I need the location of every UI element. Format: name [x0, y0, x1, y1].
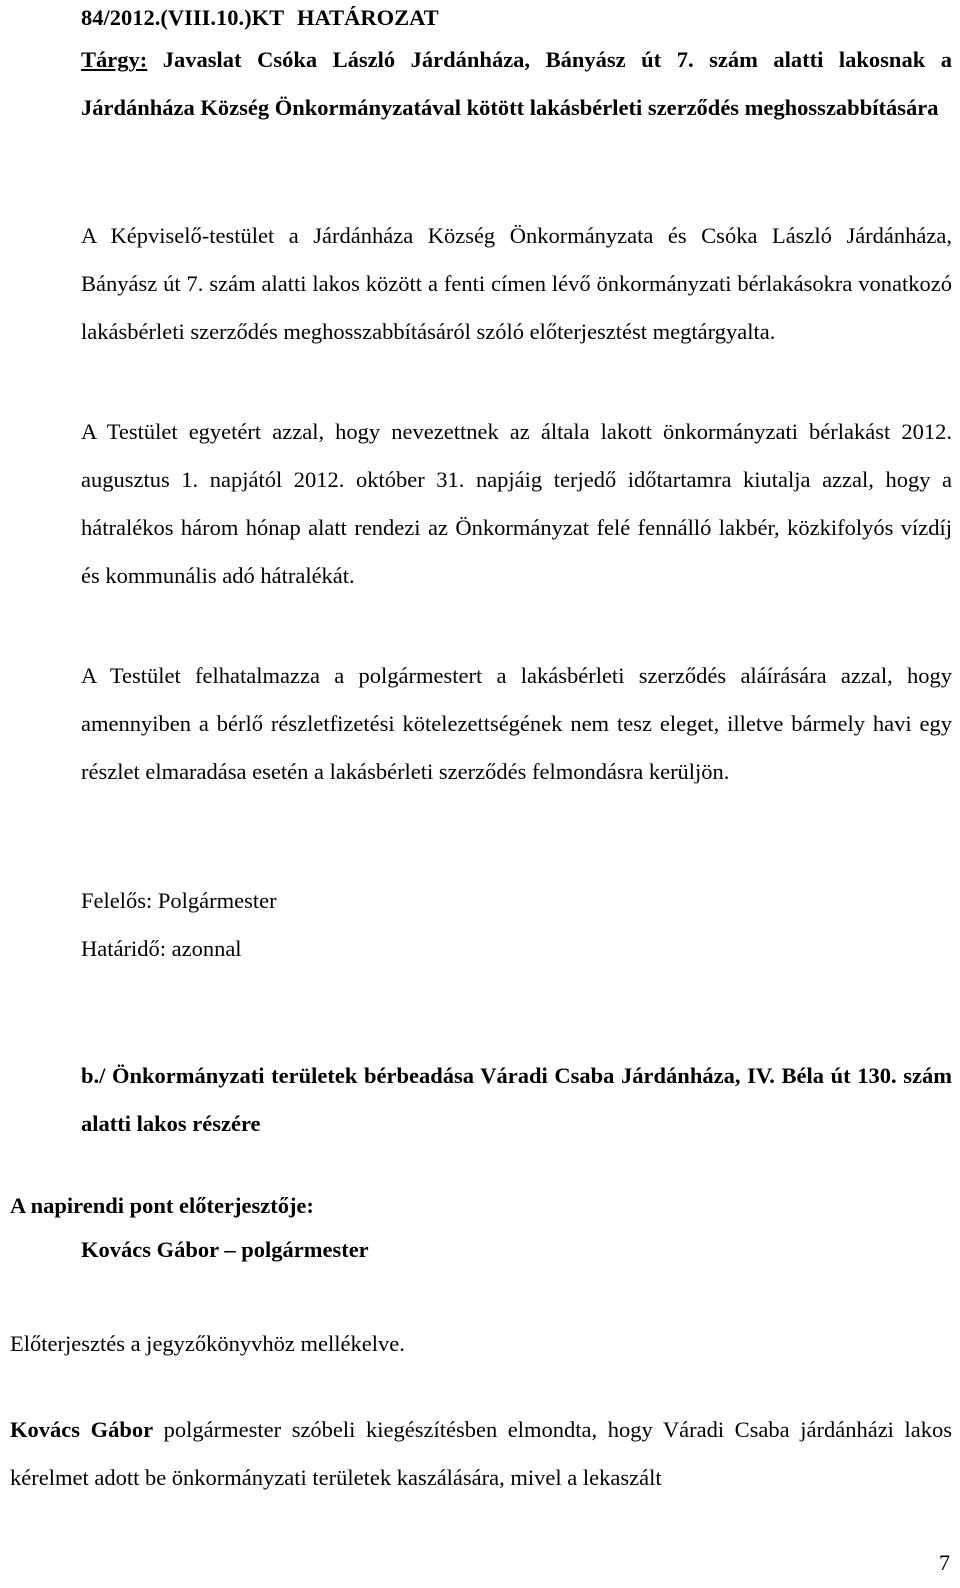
page-number: 7 — [939, 1550, 950, 1575]
paragraph-agreement: A Testület egyetért azzal, hogy nevezettnek az általa lakott önkormányzati bérlakást 2012. augusztus 1. napjától 2012. október 31. napjáig terjedő időtartamra kiutalja azzal, hogy a hátralékos három hónap alatt rendezi az Önkormányzat felé fennálló lakbér, közkifolyós vízdíj és kommunális adó hátralékát. — [81, 419, 952, 588]
presenter-name: Kovács Gábor – polgármester — [81, 1237, 369, 1262]
agenda-item-b-title: b./ Önkormányzati területek bérbeadása Váradi Csaba Járdánháza, IV. Béla út 130. szám alatti lakos részére — [81, 1063, 952, 1136]
subject-text: Javaslat Csóka László Járdánháza, Bányász út 7. szám alatti lakosnak a Járdánháza Község Önkormányzatával kötött lakásbérleti szerződés meghosszabbítására — [81, 47, 952, 120]
speaker-name: Kovács Gábor — [10, 1417, 154, 1442]
presenter-heading: A napirendi pont előterjesztője: — [10, 1193, 314, 1218]
attachment-note: Előterjesztés a jegyzőkönyvhöz mellékelve. — [10, 1331, 405, 1356]
paragraph-authorization: A Testület felhatalmazza a polgármestert a lakásbérleti szerződés aláírására azzal, hogy amennyiben a bérlő részletfizetési kötelezettségének nem tesz eleget, illetve bármely havi egy részlet elmaradása esetén a lakásbérleti szerződés felmondásra kerüljön. — [81, 663, 952, 784]
statement-paragraph — [10, 1406, 952, 1502]
subject-label: Tárgy: — [81, 47, 148, 72]
resolution-header — [81, 0, 952, 36]
statement-text: polgármester szóbeli kiegészítésben elmondta, hogy Váradi Csaba járdánházi lakos kérelmet adott be önkormányzati területek kaszálására, mivel a lekaszált — [10, 1417, 952, 1490]
deadline: Határidő: azonnal — [81, 936, 242, 961]
paragraph-discussion: A Képviselő-testület a Járdánháza Község Önkormányzata és Csóka László Járdánháza, Bányász út 7. szám alatti lakos között a fenti címen lévő önkormányzati bérlakásokra vonatkozó lakásbérleti szerződés meghosszabbításáról szóló előterjesztést megtárgyalta. — [81, 223, 952, 344]
resolution-reference: 84/2012.(VIII.10.)KT — [81, 5, 285, 30]
responsible-person: Felelős: Polgármester — [81, 888, 277, 913]
resolution-title: HATÁROZAT — [297, 5, 439, 30]
subject-paragraph — [81, 36, 952, 132]
